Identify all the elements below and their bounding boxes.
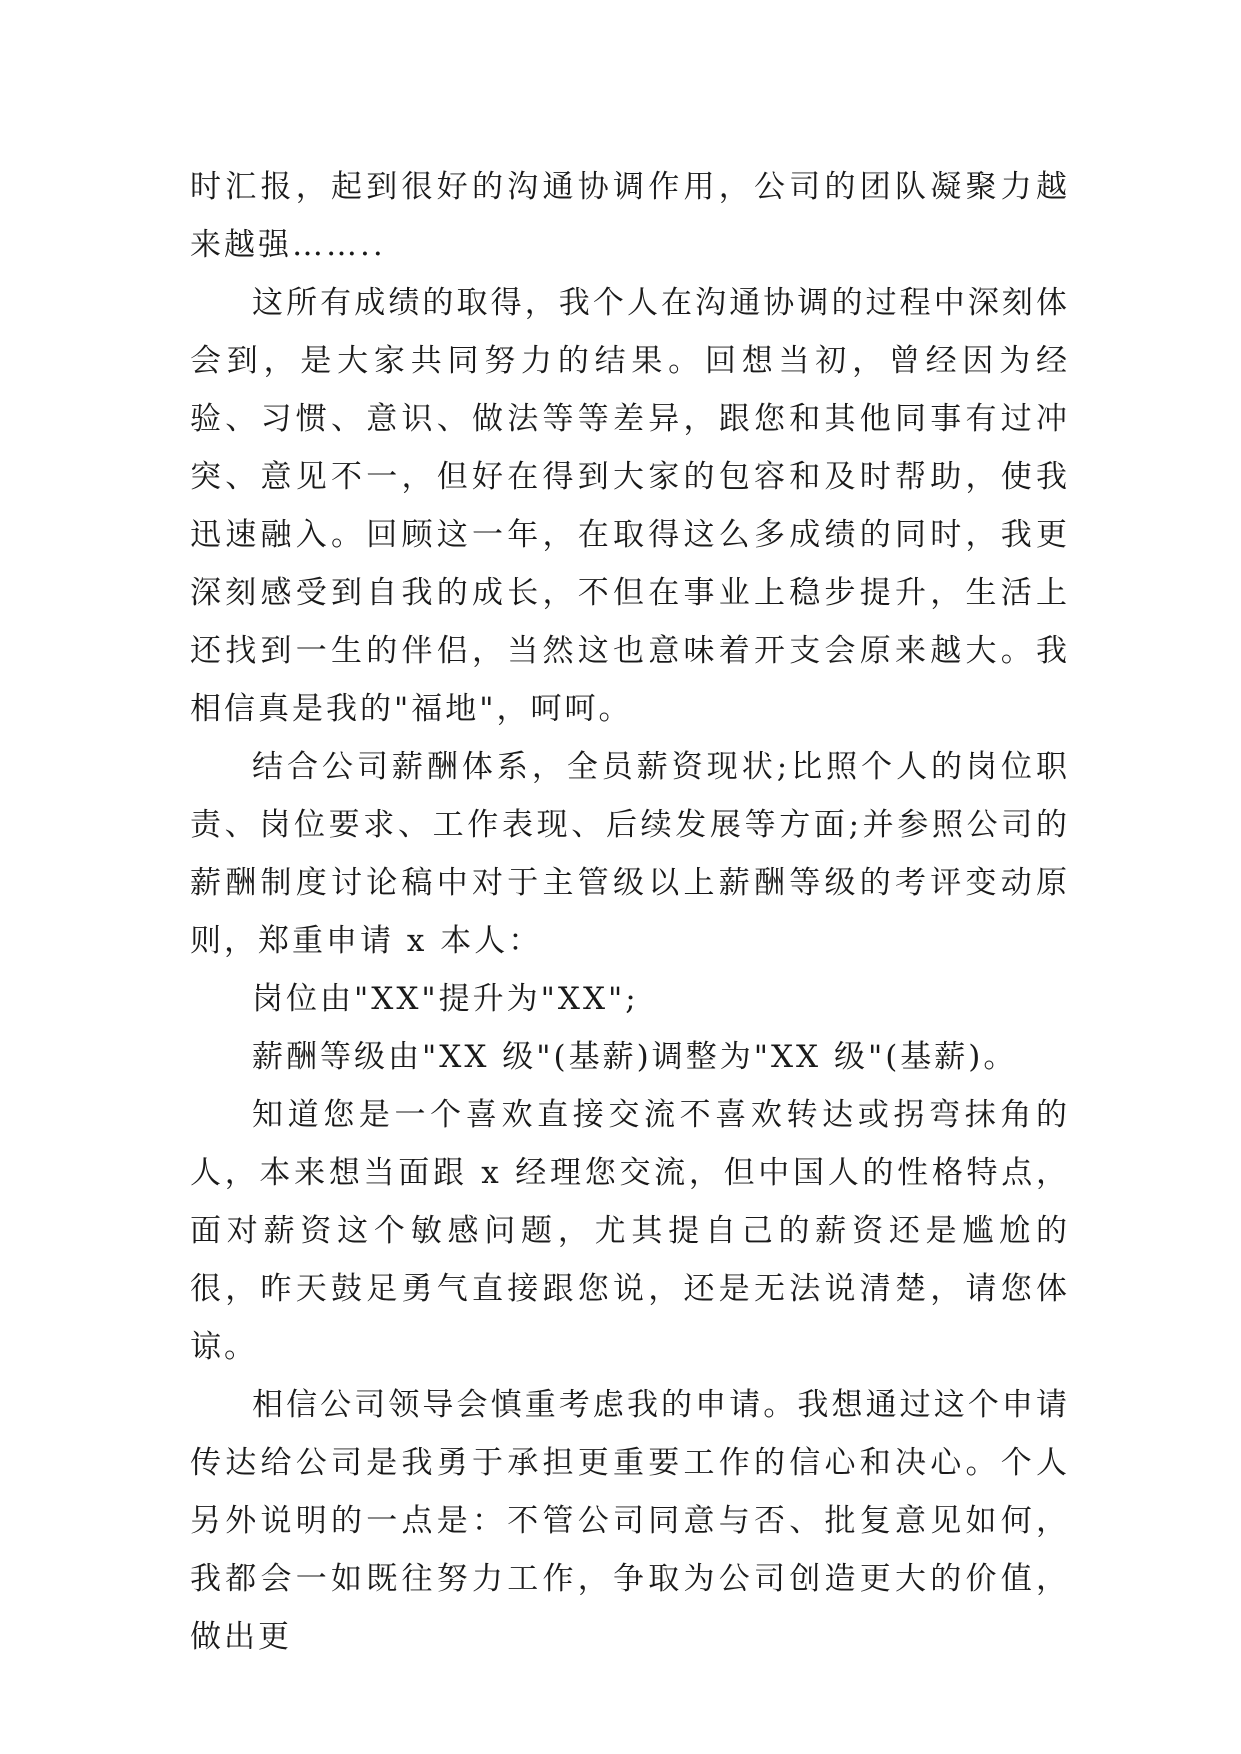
paragraph-salary-request: 结合公司薪酬体系，全员薪资现状;比照个人的岗位职责、岗位要求、工作表现、后续发展等方面;并参照公司的薪酬制度讨论稿中对于主管级以上薪酬等级的考评变动原则，郑重申请 x 本人：	[190, 749, 1070, 959]
paragraph-position-change: 岗位由"XX"提升为"XX";	[252, 981, 639, 1017]
paragraph-closing: 相信公司领导会慎重考虑我的申请。我想通过这个申请传达给公司是我勇于承担更重要工作的信心和决心。个人另外说明的一点是：不管公司同意与否、批复意见如何，我都会一如既往努力工作，争取为公司创造更大的价值，做出更	[190, 1387, 1070, 1655]
paragraph-salary-grade-change: 薪酬等级由"XX 级"(基薪)调整为"XX 级"(基薪)。	[252, 1039, 1018, 1075]
document-body	[190, 158, 1070, 1666]
paragraph-achievements: 这所有成绩的取得，我个人在沟通协调的过程中深刻体会到，是大家共同努力的结果。回想当初，曾经因为经验、习惯、意识、做法等等差异，跟您和其他同事有过冲突、意见不一，但好在得到大家的包容和及时帮助，使我迅速融入。回顾这一年，在取得这么多成绩的同时，我更深刻感受到自我的成长，不但在事业上稳步提升，生活上还找到一生的伴侣，当然这也意味着开支会原来越大。我相信真是我的"福地"，呵呵。	[190, 285, 1070, 727]
paragraph-communication: 知道您是一个喜欢直接交流不喜欢转达或拐弯抹角的人，本来想当面跟 x 经理您交流，但中国人的性格特点，面对薪资这个敏感问题，尤其提自己的薪资还是尴尬的很，昨天鼓足勇气直接跟您说，还是无法说清楚，请您体谅。	[190, 1097, 1070, 1365]
paragraph-continuation: 时汇报，起到很好的沟通协调作用，公司的团队凝聚力越来越强……..	[190, 169, 1070, 263]
